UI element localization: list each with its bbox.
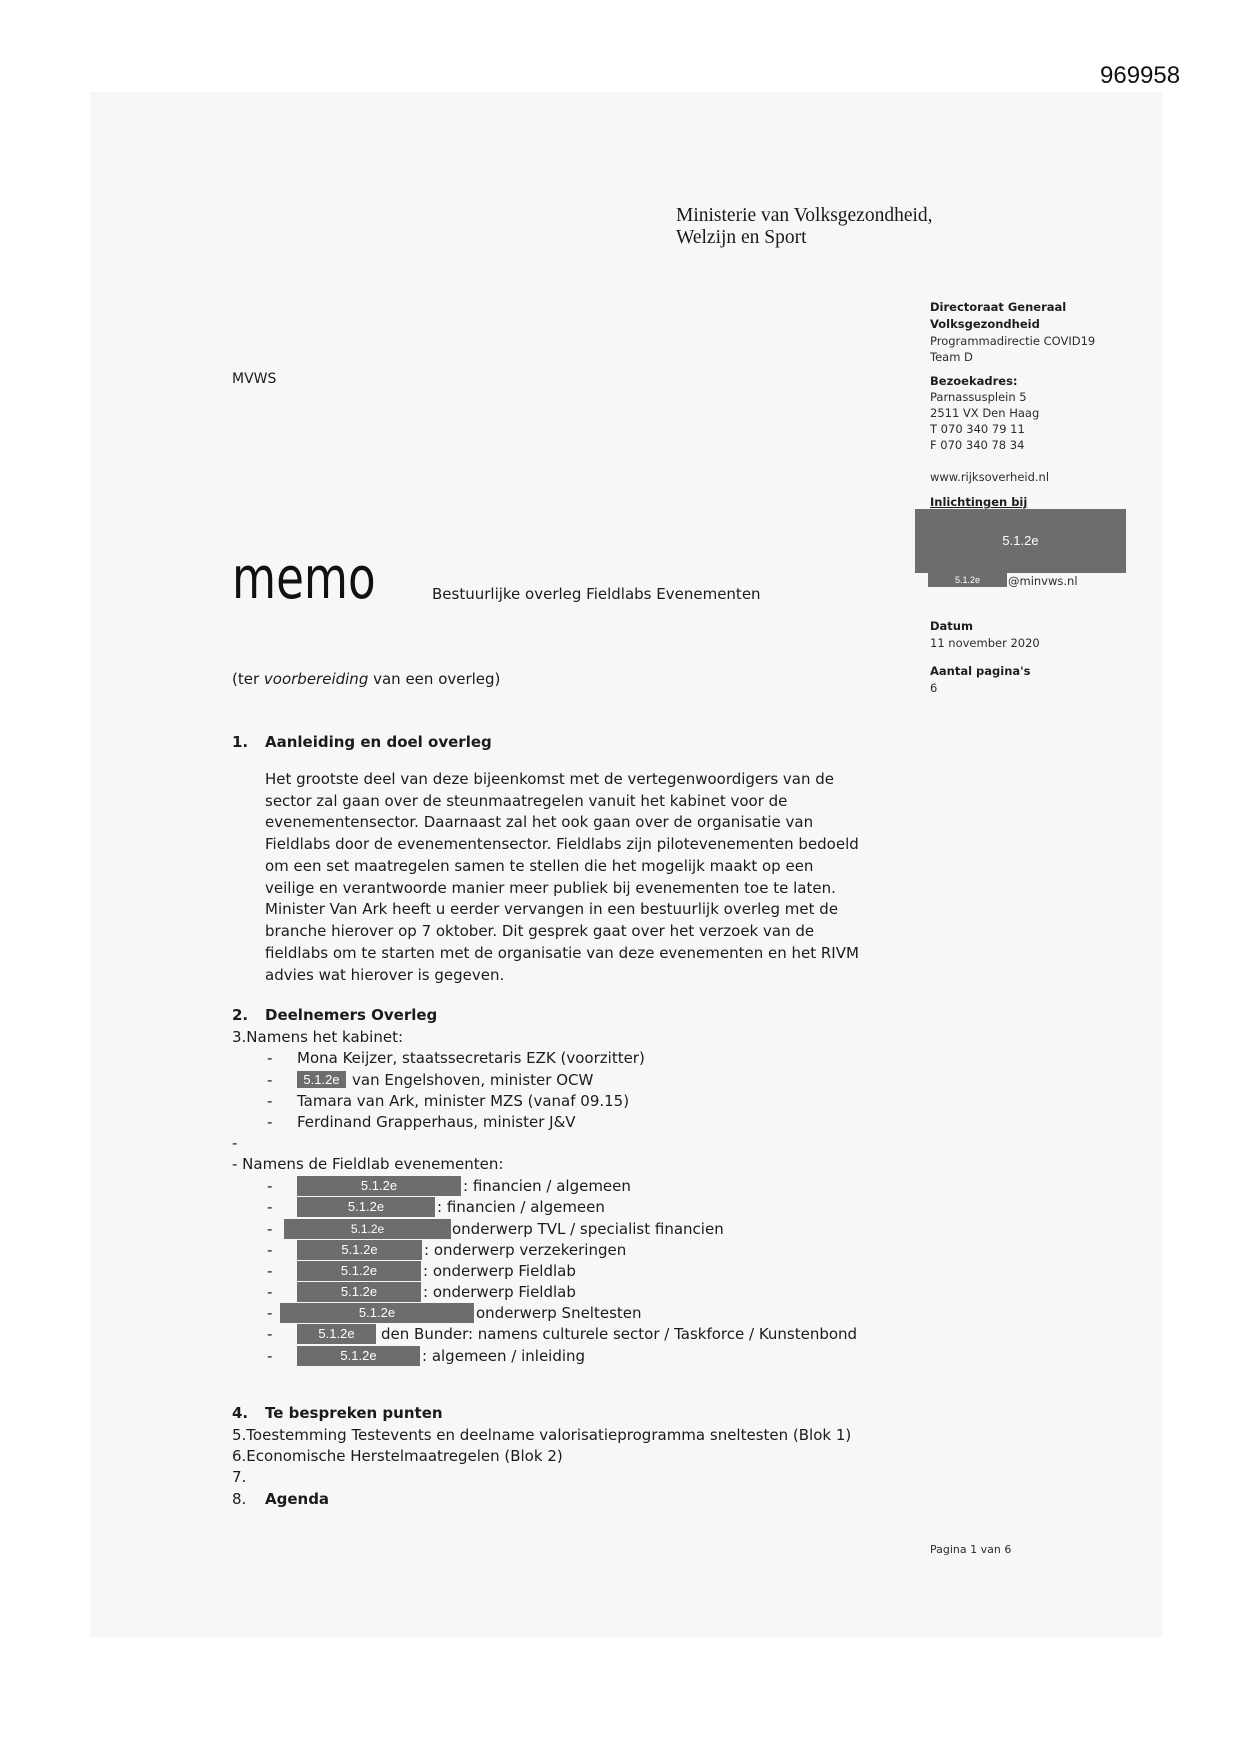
- list-item: [0, 1281, 1000, 1303]
- list-item: [0, 1218, 1000, 1240]
- list-item-text: : algemeen / inleiding: [422, 1347, 586, 1365]
- list-item: [0, 1069, 1000, 1091]
- list-bullet: -: [267, 1177, 273, 1195]
- sidebar-org-line2: Volksgezondheid: [930, 317, 1040, 331]
- list-item-text: : onderwerp verzekeringen: [424, 1241, 627, 1259]
- fieldlab-heading: - Namens de Fieldlab evenementen:: [232, 1155, 504, 1173]
- list-item: [0, 1345, 1000, 1367]
- list-bullet: -: [267, 1113, 273, 1131]
- document-number: 969958: [1100, 62, 1181, 89]
- email-domain: @minvws.nl: [1008, 574, 1078, 588]
- ministry-name-line2: Welzijn en Sport: [676, 227, 807, 248]
- name-redaction: 5.1.2e: [297, 1176, 461, 1196]
- section2-heading: Deelnemers Overleg: [265, 1006, 438, 1024]
- list-bullet: -: [267, 1241, 273, 1259]
- list-bullet: -: [267, 1304, 273, 1322]
- list-item-text: Tamara van Ark, minister MZS (vanaf 09.15): [297, 1092, 630, 1110]
- sidebar-pages-label: Aantal pagina's: [930, 664, 1031, 678]
- list-bullet: -: [267, 1347, 273, 1365]
- sidebar-date-label: Datum: [930, 619, 973, 633]
- list-item-text: onderwerp TVL / specialist financien: [452, 1220, 724, 1238]
- memo-note-suffix: van een overleg): [368, 670, 501, 688]
- sidebar-fax: F 070 340 78 34: [930, 438, 1025, 452]
- list-bullet: -: [267, 1283, 273, 1301]
- section4-number: 4.: [232, 1404, 249, 1422]
- name-redaction: 5.1.2e: [297, 1282, 421, 1302]
- paragraph-line: evenementensector. Daarnaast zal het ook gaan over de organisatie van: [265, 813, 814, 831]
- list-item: [0, 1047, 1000, 1069]
- list-item-text: Ferdinand Grapperhaus, minister J&V: [297, 1113, 576, 1131]
- list-item: [0, 1260, 1000, 1282]
- paragraph-line: advies wat hierover is gegeven.: [265, 966, 505, 984]
- list-bullet: -: [267, 1325, 273, 1343]
- list-bullet: -: [267, 1220, 273, 1238]
- list-item-text: van Engelshoven, minister OCW: [352, 1071, 594, 1089]
- memo-note: [232, 668, 500, 690]
- list-item: [0, 1111, 1000, 1133]
- sidebar-org-line1: Directoraat Generaal: [930, 300, 1067, 314]
- section4-heading: Te bespreken punten: [265, 1404, 443, 1422]
- sidebar-pages: 6: [930, 681, 938, 695]
- list-item-text: : onderwerp Fieldlab: [423, 1262, 576, 1280]
- sidebar-address-line: Parnassusplein 5: [930, 390, 1027, 404]
- sidebar-visit-label: Bezoekadres:: [930, 374, 1018, 388]
- section1-heading: Aanleiding en doel overleg: [265, 733, 492, 751]
- paragraph-line: Fieldlabs door de evenementensector. Fieldlabs zijn pilotevenementen bedoeld: [265, 835, 859, 853]
- list-bullet: -: [267, 1071, 273, 1089]
- paragraph-line: branche hierover op 7 oktober. Dit gesprek gaat over het verzoek van de: [265, 922, 815, 940]
- section1-number: 1.: [232, 733, 249, 751]
- contact-redaction: 5.1.2e: [915, 509, 1126, 573]
- list-item-text: : onderwerp Fieldlab: [423, 1283, 576, 1301]
- name-redaction: 5.1.2e: [297, 1197, 435, 1217]
- sidebar-team: Team D: [930, 350, 973, 364]
- name-redaction: 5.1.2e: [280, 1303, 474, 1323]
- paragraph-line: om een set maatregelen samen te stellen die het mogelijk maakt op een: [265, 857, 814, 875]
- paragraph-line: veilige en verantwoorde manier meer publiek bij evenementen toe te laten.: [265, 879, 836, 897]
- discussion-point: 6.Economische Herstelmaatregelen (Blok 2): [232, 1447, 563, 1465]
- sidebar-phone: T 070 340 79 11: [930, 422, 1025, 436]
- section8-heading: Agenda: [265, 1490, 330, 1508]
- spacer-dash: -: [232, 1134, 238, 1152]
- ministry-name-line1: Ministerie van Volksgezondheid,: [676, 205, 933, 226]
- list-item-text: Mona Keijzer, staatssecretaris EZK (voorzitter): [297, 1049, 645, 1067]
- list-item-text: den Bunder: namens culturele sector / Taskforce / Kunstenbond: [381, 1325, 858, 1343]
- sidebar-date: 11 november 2020: [930, 636, 1040, 650]
- memo-title: memo: [232, 544, 376, 612]
- list-bullet: -: [267, 1049, 273, 1067]
- list-item-text: : financien / algemeen: [463, 1177, 631, 1195]
- sidebar-dept: Programmadirectie COVID19: [930, 334, 1096, 348]
- section2-number: 2.: [232, 1006, 249, 1024]
- list-item: [0, 1302, 1000, 1324]
- list-item: [0, 1196, 1000, 1218]
- list-bullet: -: [267, 1198, 273, 1216]
- page-number: Pagina 1 van 6: [930, 1543, 1012, 1556]
- paragraph-line: Minister Van Ark heeft u eerder vervangen in een bestuurlijk overleg met de: [265, 900, 839, 918]
- sidebar-website: www.rijksoverheid.nl: [930, 470, 1050, 484]
- list-item: [0, 1323, 1000, 1345]
- name-redaction: 5.1.2e: [297, 1071, 346, 1088]
- memo-note-prefix: (ter: [232, 670, 264, 688]
- list-item: [0, 1090, 1000, 1112]
- cabinet-heading: 3.Namens het kabinet:: [232, 1028, 404, 1046]
- name-redaction: 5.1.2e: [297, 1261, 421, 1281]
- list-item: [0, 1175, 1000, 1197]
- list-item: [0, 1239, 1000, 1261]
- sidebar-address-line: 2511 VX Den Haag: [930, 406, 1040, 420]
- paragraph-line: sector zal gaan over de steunmaatregelen vanuit het kabinet voor de: [265, 792, 788, 810]
- paragraph-line: Het grootste deel van deze bijeenkomst met de vertegenwoordigers van de: [265, 770, 835, 788]
- name-redaction: 5.1.2e: [297, 1324, 376, 1344]
- memo-subject: Bestuurlijke overleg Fieldlabs Evenementen: [432, 585, 761, 603]
- sender-code: MVWS: [232, 371, 277, 387]
- name-redaction: 5.1.2e: [284, 1219, 451, 1239]
- section8-number: 8.: [232, 1490, 247, 1508]
- list-bullet: -: [267, 1092, 273, 1110]
- name-redaction: 5.1.2e: [297, 1346, 420, 1366]
- list-item-text: : financien / algemeen: [437, 1198, 605, 1216]
- discussion-point: 7.: [232, 1468, 247, 1486]
- paragraph-line: fieldlabs om te starten met de organisatie van deze evenementen en het RIVM: [265, 944, 859, 962]
- email-redaction: 5.1.2e: [928, 573, 1007, 587]
- sidebar-contact-label: Inlichtingen bij: [930, 495, 1028, 509]
- discussion-point: 5.Toestemming Testevents en deelname valorisatieprogramma sneltesten (Blok 1): [232, 1426, 852, 1444]
- list-item-text: onderwerp Sneltesten: [476, 1304, 642, 1322]
- memo-note-italic: voorbereiding: [263, 670, 369, 688]
- list-bullet: -: [267, 1262, 273, 1280]
- name-redaction: 5.1.2e: [297, 1240, 422, 1260]
